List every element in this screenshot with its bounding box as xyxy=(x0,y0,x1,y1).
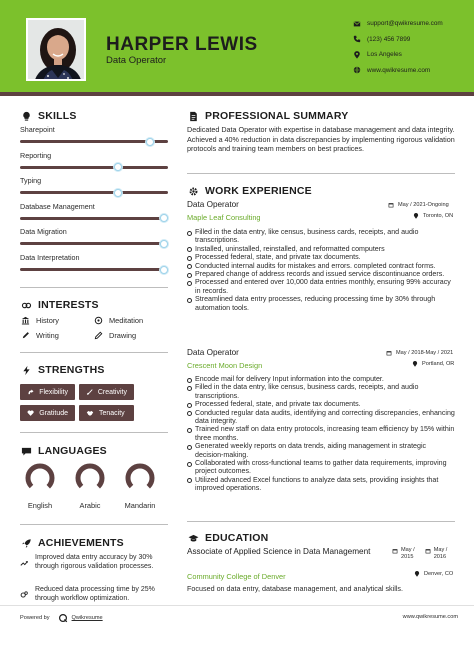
job-company: Crescent Moon Design xyxy=(187,361,263,370)
list-item: Processed federal, state, and private tax documents. xyxy=(187,253,455,261)
job-location: Toronto, ON xyxy=(413,213,453,219)
skill-level-handle xyxy=(146,138,154,146)
language-level-arc xyxy=(24,462,56,494)
interests-icon xyxy=(20,299,32,311)
candidate-name: HARPER LEWIS xyxy=(106,34,258,55)
list-item: Generated weekly reports on data trends, aiding management in strategic decision-making. xyxy=(187,442,455,459)
skill-level-bar xyxy=(20,166,168,169)
list-item: Filled in the data entry, like census, business cards, receipts, and audio transcriptions. xyxy=(187,228,455,245)
contact-email[interactable]: support@qwikresume.com xyxy=(352,16,472,32)
summary-text: Dedicated Data Operator with expertise in database management and data integrity. Achieved a 40% reduction in data discrepancies by implementing rigorous validation protocols and training team members on best practices. xyxy=(187,125,455,154)
skill-level-handle xyxy=(160,266,168,274)
list-item: Trained new staff on data entry protocols, increasing team efficiency by 15% within three months. xyxy=(187,425,455,442)
skill-item xyxy=(20,176,168,194)
museum-icon xyxy=(20,315,30,325)
strength-tag: Creativity xyxy=(79,384,134,400)
skill-level-bar xyxy=(20,217,168,220)
education-heading: EDUCATION xyxy=(187,532,268,544)
bolt-icon xyxy=(20,364,32,376)
list-item: Prepared change of address records and issued service discontinuance orders. xyxy=(187,270,455,278)
skill-label: Database Management xyxy=(20,201,95,211)
skill-item xyxy=(20,202,168,220)
skill-level-handle xyxy=(160,214,168,222)
skill-level-handle xyxy=(160,240,168,248)
qwikresume-logo-icon xyxy=(58,613,68,623)
job-bullets xyxy=(187,228,455,312)
location-pin-icon xyxy=(413,213,419,219)
section-divider xyxy=(20,432,168,433)
candidate-title: Data Operator xyxy=(106,55,167,66)
list-item: Processed and entered over 10,000 data entries monthly, ensuring 99% accuracy in records. xyxy=(187,278,455,295)
gears-icon xyxy=(20,585,30,604)
language-item xyxy=(116,462,164,510)
location-pin-icon xyxy=(352,50,361,59)
strength-tag: Flexibility xyxy=(20,384,75,400)
gear-icon xyxy=(187,185,199,197)
job-date: May / 2021-Ongoing xyxy=(388,202,449,208)
list-item: Filled in the data entry, like census, business cards, receipts, and audio transcriptions. xyxy=(187,383,455,400)
achievement-item: Reduced data processing time by 25% through workflow optimization. xyxy=(20,585,170,604)
list-item: Processed federal, state, and private tax documents. xyxy=(187,400,455,408)
calendar-icon xyxy=(388,202,394,208)
language-label: Mandarin xyxy=(124,501,156,510)
skill-label: Typing xyxy=(20,176,42,186)
job-date: May / 2018-May / 2021 xyxy=(386,350,453,356)
skill-level-bar xyxy=(20,191,168,194)
powered-by[interactable]: Powered by Qwikresume xyxy=(20,615,103,621)
job-bullets xyxy=(187,375,455,493)
section-divider xyxy=(20,352,168,353)
skill-item xyxy=(20,125,168,143)
interests-heading: INTERESTS xyxy=(20,299,99,311)
language-level-ring xyxy=(124,462,156,494)
job-title: Data Operator xyxy=(187,348,239,357)
contact-phone[interactable]: (123) 456 7899 xyxy=(352,32,472,48)
pen-icon xyxy=(20,330,30,340)
interest-drawing: Drawing xyxy=(93,330,136,340)
education-location: Denver, CO xyxy=(414,571,453,577)
section-divider xyxy=(20,524,168,525)
education-school: Community College of Denver xyxy=(187,572,286,581)
rocket-icon xyxy=(20,537,32,549)
pencil-icon xyxy=(93,330,103,340)
phone-icon xyxy=(352,35,361,44)
lightbulb-icon xyxy=(20,110,32,122)
location-pin-icon xyxy=(412,361,418,367)
skill-level-bar xyxy=(20,268,168,271)
globe-icon xyxy=(352,66,361,75)
language-level-ring xyxy=(24,462,56,494)
heart-icon xyxy=(27,409,34,417)
calendar-icon xyxy=(392,548,398,554)
section-divider xyxy=(187,521,455,522)
education-description: Focused on data entry, database management, and analytical skills. xyxy=(187,584,404,593)
job-title: Data Operator xyxy=(187,200,239,209)
contact-website[interactable]: www.qwikresume.com xyxy=(352,63,472,79)
trend-up-icon xyxy=(20,553,30,572)
language-level-arc xyxy=(124,462,156,494)
footer-divider xyxy=(0,605,474,606)
section-divider xyxy=(187,173,455,174)
language-item xyxy=(66,462,114,510)
experience-heading: WORK EXPERIENCE xyxy=(187,185,312,197)
languages-heading: LANGUAGES xyxy=(20,445,107,457)
skill-item xyxy=(20,253,168,271)
skill-label: Sharepoint xyxy=(20,125,55,134)
list-item: Conducted internal audits for mistakes and errors. completed contract forms. xyxy=(187,262,455,270)
list-item: Conducted regular data audits, identifying and correcting discrepancies, enhancing data integrity. xyxy=(187,409,455,426)
skills-heading: SKILLS xyxy=(20,110,77,122)
footer-website-link[interactable]: www.qwikresume.com xyxy=(402,614,458,620)
language-item xyxy=(16,462,64,510)
brush-icon xyxy=(86,388,93,396)
calendar-icon xyxy=(386,350,392,356)
list-item: Installed, uninstalled, reinstalled, and reformatted computers xyxy=(187,245,455,253)
strength-tag: Gratitude xyxy=(20,405,75,421)
graduation-cap-icon xyxy=(187,532,199,544)
summary-heading: PROFESSIONAL SUMMARY xyxy=(187,110,348,122)
lotus-icon xyxy=(93,315,103,325)
document-icon xyxy=(187,110,199,122)
skill-level-bar xyxy=(20,140,168,143)
skill-label: Data Migration xyxy=(20,227,67,237)
language-level-ring xyxy=(74,462,106,494)
skill-item xyxy=(20,227,168,245)
list-item: Utilized advanced Excel functions to analyze data sets, providing insights that improved operations. xyxy=(187,476,455,493)
contact-location: Los Angeles xyxy=(352,47,472,63)
skill-level-handle xyxy=(114,189,122,197)
handshake-icon xyxy=(86,409,94,417)
location-pin-icon xyxy=(414,571,420,577)
list-item: Streamlined data entry processes, reducing processing time by 30% through automation tools. xyxy=(187,295,455,312)
header-accent-bar xyxy=(0,92,474,96)
interest-writing: Writing xyxy=(20,330,59,340)
education-date: May / 2015 May / 2016 xyxy=(392,547,447,561)
email-icon xyxy=(352,19,361,28)
achievements-heading: ACHIEVEMENTS xyxy=(20,537,124,549)
achievement-item: Improved data entry accuracy by 30% through rigorous validation processes. xyxy=(20,553,170,572)
language-level-arc xyxy=(74,462,106,494)
skill-level-handle xyxy=(114,163,122,171)
contact-block xyxy=(352,16,472,78)
calendar-icon xyxy=(425,548,431,554)
job-location: Portland, OR xyxy=(412,361,454,367)
strength-tag: Tenacity xyxy=(79,405,134,421)
speech-bubble-icon xyxy=(20,445,32,457)
strengths-heading: STRENGTHS xyxy=(20,364,105,376)
section-divider xyxy=(20,287,168,288)
interest-meditation: Meditation xyxy=(93,315,143,325)
list-item: Encode mail for delivery Input information into the computer. xyxy=(187,375,455,383)
job-company: Maple Leaf Consulting xyxy=(187,213,261,222)
skill-item xyxy=(20,151,168,169)
resume-header xyxy=(0,0,474,92)
skill-label: Reporting xyxy=(20,150,52,160)
language-label: Arabic xyxy=(79,501,101,510)
list-item: Collaborated with cross-functional teams to gather data requirements, improving project outcomes. xyxy=(187,459,455,476)
interest-history: History xyxy=(20,315,59,325)
profile-photo xyxy=(26,18,86,81)
skill-label: Data Interpretation xyxy=(20,253,80,262)
flex-icon xyxy=(27,388,34,396)
language-label: English xyxy=(27,501,53,510)
education-degree: Associate of Applied Science in Data Management xyxy=(187,547,371,556)
skill-level-bar xyxy=(20,242,168,245)
portrait-image xyxy=(28,20,86,81)
